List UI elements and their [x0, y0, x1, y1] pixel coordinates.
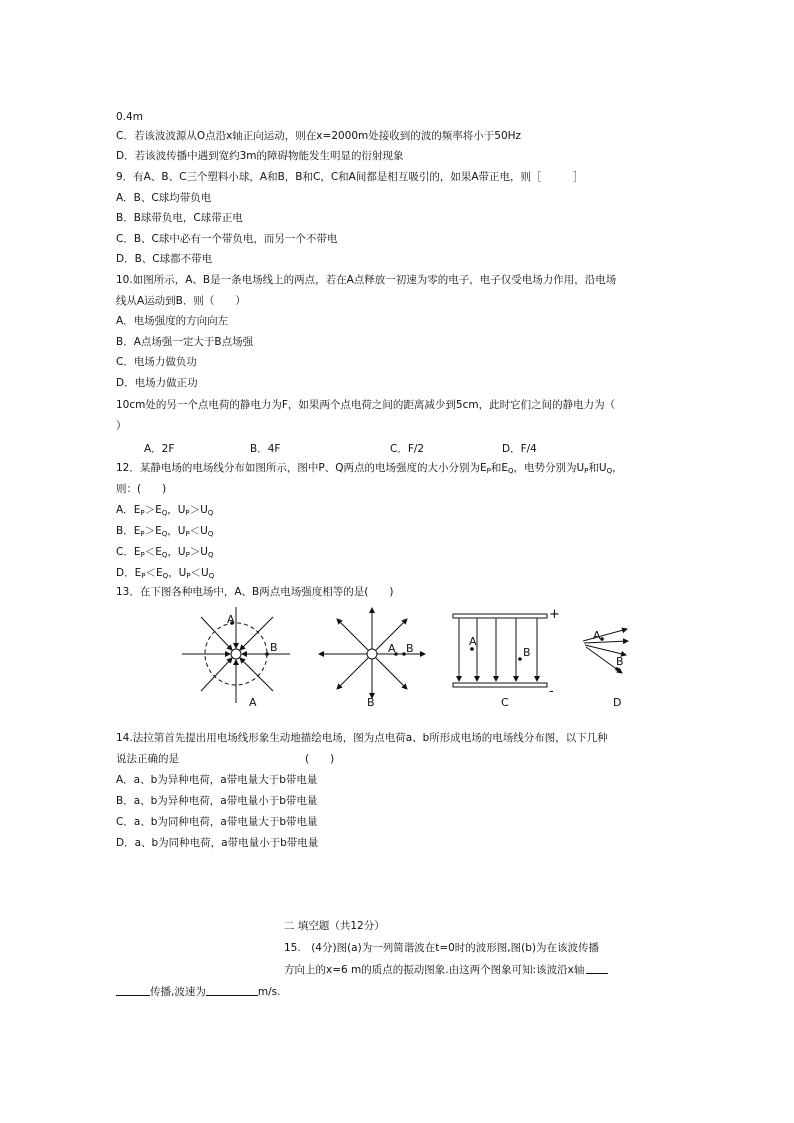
question-11-line1: 10cm处的另一个点电荷的静电力为F，如果两个点电荷之间的距离减少到5cm，此时它们之间的静电力为（ [116, 399, 616, 411]
answer-blank-direction-a[interactable] [586, 962, 608, 974]
line-0-4m: 0.4m [116, 111, 143, 123]
fig-b-label-a: A [388, 642, 396, 655]
question-15-line3: 传播,波速为 m/s. [116, 984, 280, 999]
question-13: 13．在下图各种电场中，A、B两点电场强度相等的是( ) [116, 586, 394, 598]
q11-option-a: A．2F [144, 443, 175, 455]
q14-option-a: A．a、b为异种电荷，a带电量大于b带电量 [116, 774, 318, 786]
q9-option-b: B．B球带负电，C球带正电 [116, 212, 243, 224]
option-d-wave: D．若该波传播中遇到宽约3m的障碍物能发生明显的衍射现象 [116, 150, 404, 162]
question-15-line1: 15. (4分)图(a)为一列简谐波在t=0时的波形图,图(b)为在该波传播 [284, 942, 599, 954]
q12-option-b: B．$E_P>E_Q$，$U_P<U_Q$ [116, 525, 214, 538]
question-14-line1: 14.法拉第首先提出用电场线形象生动地描绘电场，图为点电荷a、b所形成电场的电场线分布图，以下几种 [116, 732, 608, 744]
panel-a-point-charge [182, 607, 290, 709]
answer-blank-speed[interactable] [206, 984, 258, 996]
section-2-title: 二 填空题（共12分） [284, 920, 385, 932]
fig-b-caption: B [367, 696, 375, 709]
question-15-line2: 方向上的x=6 m的质点的振动图象.由这两个图象可知:该波沿x轴 [284, 962, 608, 977]
q11-option-b: B．4F [250, 443, 281, 455]
fig-b-label-b: B [406, 642, 414, 655]
question-10-line2: 线从A运动到B．则（ ） [116, 295, 246, 307]
question-11-line2: ） [116, 420, 127, 432]
panel-d-diverging-lines [583, 629, 628, 709]
electric-field-figure [170, 605, 650, 710]
q9-option-c: C．B、C球中必有一个带负电，而另一个不带电 [116, 233, 338, 245]
q10-option-a: A．电场强度的方向向左 [116, 315, 229, 327]
q9-option-d: D．B、C球都不带电 [116, 253, 213, 265]
question-9: 9．有A、B、C三个塑料小球，A和B，B和C，C和A间都是相互吸引的，如果A带正电，则［ ］ [116, 171, 584, 183]
q9-option-a: A．B、C球均带负电 [116, 192, 212, 204]
panel-c-parallel-plates [453, 607, 560, 709]
q10-option-c: C．电场力做负功 [116, 356, 197, 368]
fig-a-label-b: B [270, 641, 278, 654]
fig-d-label-b: B [616, 655, 624, 668]
q12-option-d: D．$E_P<E_Q$，$U_P<U_Q$ [116, 567, 215, 580]
fig-d-label-a: A [593, 629, 601, 642]
q11-option-d: D．F/4 [502, 443, 537, 455]
fig-c-plus: + [549, 607, 560, 622]
option-c-wave: C．若该波波源从O点沿x轴正向运动，则在x=2000m处接收到的波的频率将小于50Hz [116, 130, 522, 142]
q10-option-b: B．A点场强一定大于B点场强 [116, 336, 254, 348]
panel-b-point-charge [319, 608, 425, 709]
question-10-line1: 10.如图所示，A、B是一条电场线上的两点，若在A点释放一初速为零的电子，电子仅受电场力作用，沿电场 [116, 274, 617, 286]
q14-option-b: B．a、b为异种电荷，a带电量小于b带电量 [116, 795, 318, 807]
q10-option-d: D．电场力做正功 [116, 377, 198, 389]
q12-option-c: C．$E_P<E_Q$，$U_P>U_Q$ [116, 546, 214, 559]
fig-d-caption: D [613, 696, 622, 709]
fig-a-label-a: A [227, 613, 235, 626]
fig-c-minus: - [549, 684, 554, 699]
fig-c-caption: C [501, 696, 509, 709]
fig-c-label-b: B [523, 646, 531, 659]
fig-c-label-a: A [469, 635, 477, 648]
question-12-line1: 12．某静电场的电场线分布如图所示，图中P、Q两点的电场强度的大小分别为$E_P$和$E_Q$，电势分别为$U_P$和$U_Q$， [116, 462, 623, 475]
question-14-line2: 说法正确的是 ( ) [116, 753, 335, 765]
fig-a-caption: A [249, 696, 257, 709]
q14-option-c: C．a、b为同种电荷，a带电量大于b带电量 [116, 816, 318, 828]
question-12-line2: 则：( ) [116, 483, 167, 495]
q14-option-d: D．a、b为同种电荷，a带电量小于b带电量 [116, 837, 319, 849]
answer-blank-direction-b[interactable] [116, 984, 150, 996]
q11-option-c: C．F/2 [390, 443, 425, 455]
q12-option-a: A．$E_P>E_Q$，$U_P>U_Q$ [116, 504, 214, 517]
